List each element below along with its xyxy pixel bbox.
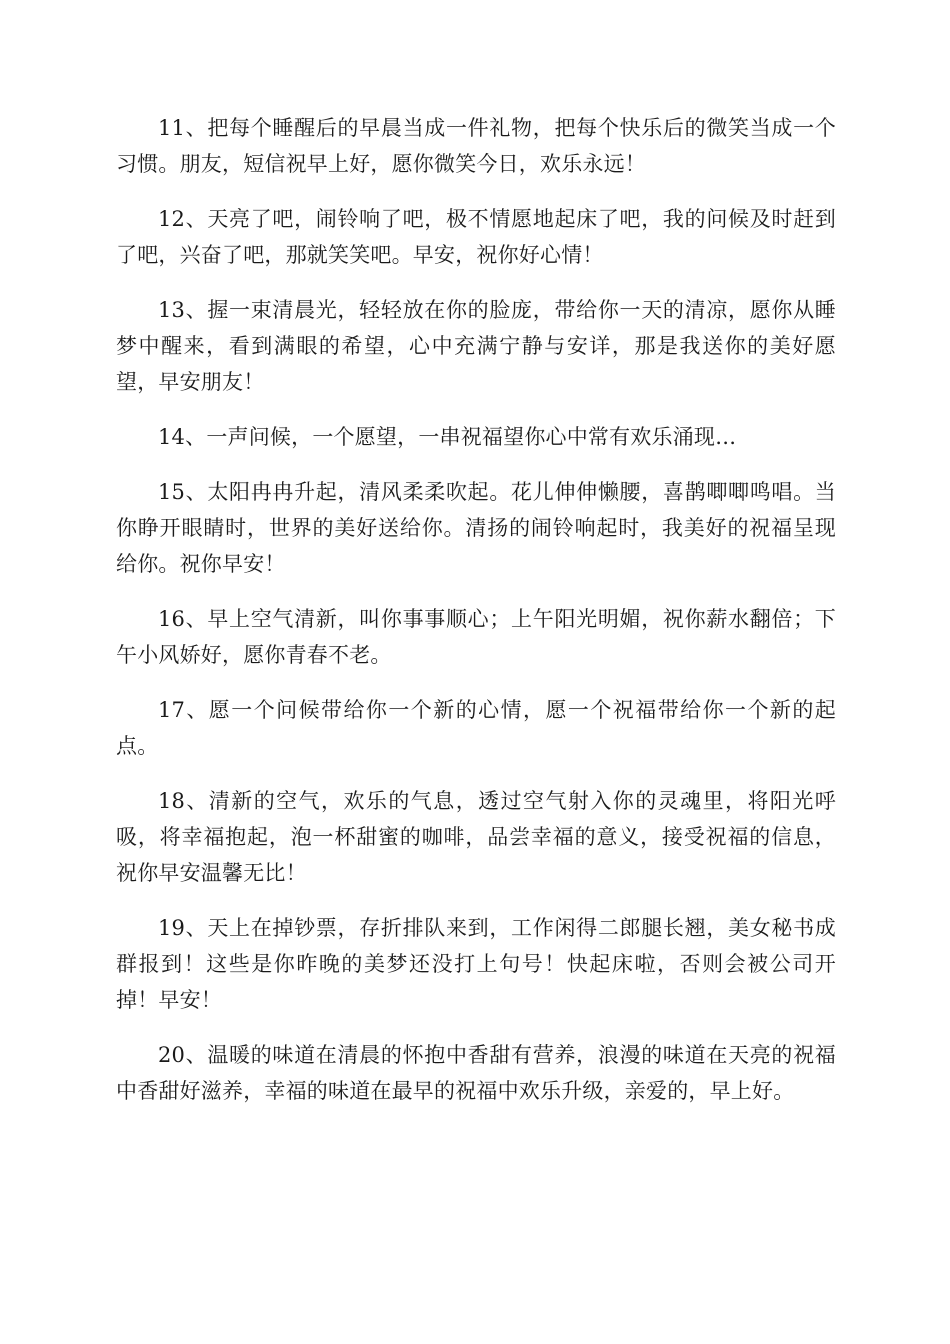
paragraph-20: 20、温暖的味道在清晨的怀抱中香甜有营养，浪漫的味道在天亮的祝福中香甜好滋养，幸福的味道在最早的祝福中欢乐升级，亲爱的，早上好。 xyxy=(116,1043,836,1103)
paragraph-12: 12、天亮了吧，闹铃响了吧，极不情愿地起床了吧，我的问候及时赶到了吧，兴奋了吧，那就笑笑吧。早安，祝你好心情！ xyxy=(116,207,836,267)
paragraph-13: 13、握一束清晨光，轻轻放在你的脸庞，带给你一天的清凉，愿你从睡梦中醒来，看到满眼的希望，心中充满宁静与安详，那是我送你的美好愿望，早安朋友！ xyxy=(116,298,836,394)
paragraph-17: 17、愿一个问候带给你一个新的心情，愿一个祝福带给你一个新的起点。 xyxy=(116,698,836,758)
paragraph-19: 19、天上在掉钞票，存折排队来到，工作闲得二郎腿长翘，美女秘书成群报到！这些是你昨晚的美梦还没打上句号！快起床啦，否则会被公司开掉！早安！ xyxy=(116,916,836,1012)
paragraph-15: 15、太阳冉冉升起，清风柔柔吹起。花儿伸伸懒腰，喜鹊唧唧鸣唱。当你睁开眼睛时，世界的美好送给你。清扬的闹铃响起时，我美好的祝福呈现给你。祝你早安！ xyxy=(116,480,836,576)
document-page xyxy=(116,110,836,1128)
paragraph-11: 11、把每个睡醒后的早晨当成一件礼物，把每个快乐后的微笑当成一个习惯。朋友，短信祝早上好，愿你微笑今日，欢乐永远！ xyxy=(116,116,836,176)
paragraph-14: 14、一声问候，一个愿望，一串祝福望你心中常有欢乐涌现… xyxy=(158,425,737,449)
paragraph-16: 16、早上空气清新，叫你事事顺心；上午阳光明媚，祝你薪水翻倍；下午小风娇好，愿你青春不老。 xyxy=(116,607,836,667)
paragraph-18: 18、清新的空气，欢乐的气息，透过空气射入你的灵魂里，将阳光呼吸，将幸福抱起，泡一杯甜蜜的咖啡，品尝幸福的意义，接受祝福的信息，祝你早安温馨无比！ xyxy=(116,789,836,885)
